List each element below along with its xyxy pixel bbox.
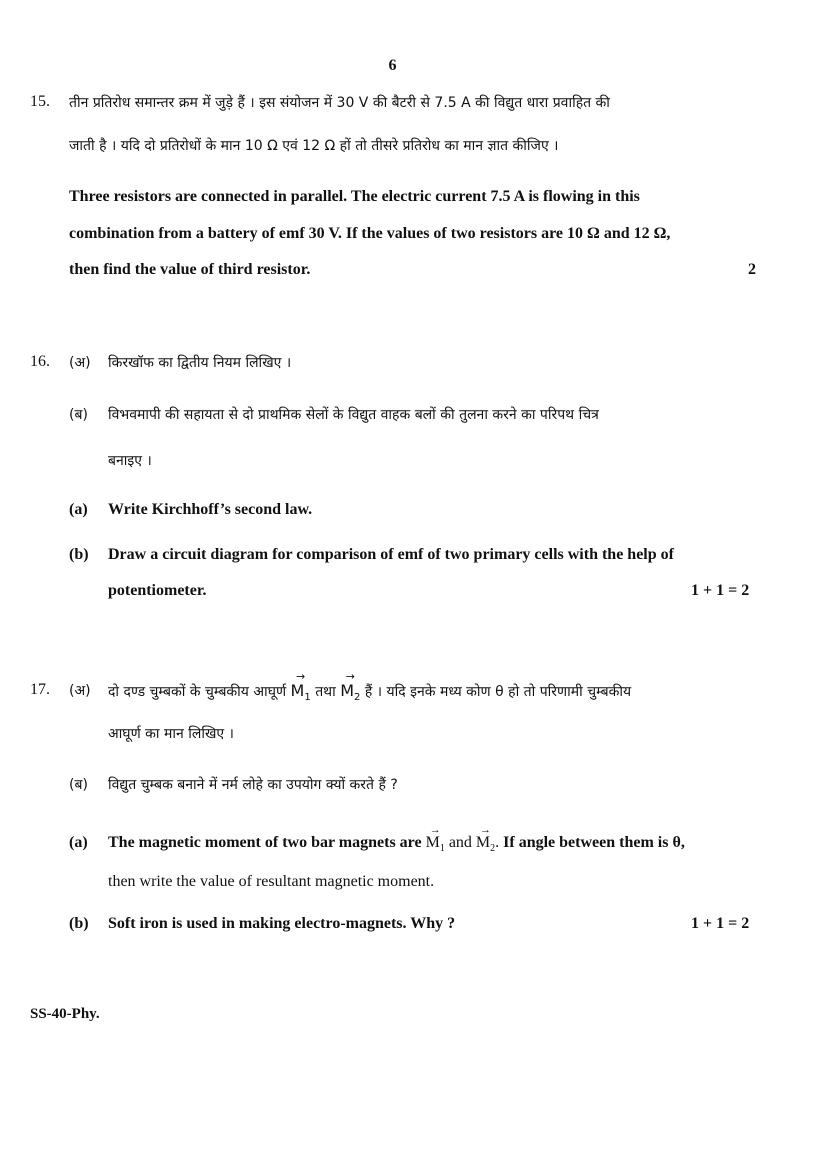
q17-english-a-if: If angle between them is θ,: [503, 834, 685, 851]
question-15-number: 15.: [30, 93, 50, 110]
q17-hindi-a-line-1: [108, 670, 632, 704]
q16-marks: 1 + 1 = 2: [691, 582, 750, 599]
q17-marks: 1 + 1 = 2: [691, 915, 750, 932]
q17-hindi-a-label: (अ): [69, 683, 91, 699]
q15-english-line-2: combination from a battery of emf 30 V. If the values of two resistors are 10 Ω and 12 Ω,: [69, 225, 671, 242]
q17-english-a-pre: The magnetic moment of two bar magnets are: [108, 834, 422, 851]
footer-paper-code: SS-40-Phy.: [30, 1006, 100, 1022]
q16-hindi-a-label: (अ): [69, 355, 91, 371]
q17-hindi-a-post: हैं । यदि इनके मध्य कोण θ हो तो परिणामी चुम्बकीय: [364, 684, 632, 700]
q16-hindi-a-text: किरखॉफ का द्वितीय नियम लिखिए ।: [108, 355, 292, 371]
vector-arrow-icon: →: [429, 824, 441, 836]
q17-hindi-b-label: (ब): [69, 777, 88, 793]
q15-english-line-1: Three resistors are connected in parallel. The electric current 7.5 A is flowing in this: [69, 188, 640, 205]
vector-arrow-icon: →: [480, 824, 492, 836]
q16-english-b-line-1: Draw a circuit diagram for comparison of emf of two primary cells with the help of: [108, 546, 674, 563]
vector-m2: → $M_2$: [475, 824, 496, 855]
q16-english-a-text: Write Kirchhoff’s second law.: [108, 501, 313, 518]
vector-m1: → $M_1$: [425, 824, 445, 855]
q17-english-b-label: (b): [69, 915, 89, 932]
q17-hindi-a-line-2: आघूर्ण का मान लिखिए ।: [108, 726, 234, 742]
q16-hindi-b-label: (ब): [69, 407, 88, 423]
q17-english-a-label: (a): [69, 834, 88, 851]
q16-hindi-b-line-1: विभवमापी की सहायता से दो प्राथमिक सेलों के विद्युत वाहक बलों की तुलना करने का परिपथ चित्र: [108, 407, 599, 423]
q16-english-b-line-2: potentiometer.: [108, 582, 207, 599]
question-16-number: 16.: [30, 353, 50, 370]
page-number: 6: [388, 57, 397, 74]
q15-hindi-line-1: तीन प्रतिरोध समान्तर क्रम में जुड़े हैं । इस संयोजन में 30 V की बैटरी से 7.5 A की विद्युत धारा प्रवाहित की: [69, 95, 610, 111]
q17-hindi-a-pre: दो दण्ड चुम्बकों के चुम्बकीय आघूर्ण: [108, 684, 287, 700]
q17-english-a-line-1: The magnetic moment of two bar magnets are → $M_1$ and → $M_2$. If angle between them is θ,: [108, 824, 685, 855]
q17-english-b-text: Soft iron is used in making electro-magnets. Why ?: [108, 915, 456, 932]
q15-english-line-3: then find the value of third resistor.: [69, 261, 311, 278]
vector-arrow-icon: →: [296, 670, 306, 683]
question-17-number: 17.: [30, 681, 50, 698]
q17-english-a-and: and: [448, 834, 472, 851]
q16-english-b-label: (b): [69, 546, 89, 563]
q17-english-a-line-2: then write the value of resultant magnetic moment.: [108, 873, 435, 890]
vector-arrow-icon: →: [345, 670, 355, 683]
q15-marks: 2: [748, 261, 756, 278]
q17-hindi-a-mid: तथा: [315, 684, 336, 700]
q16-english-a-label: (a): [69, 501, 88, 518]
q16-hindi-b-line-2: बनाइए ।: [108, 453, 152, 469]
vector-m2: → $M_2$: [340, 670, 361, 704]
q15-hindi-line-2: जाती है । यदि दो प्रतिरोधों के मान 10 Ω एवं 12 Ω हों तो तीसरे प्रतिरोध का मान ज्ञात कीजिए ।: [69, 138, 559, 154]
q17-hindi-b-text: विद्युत चुम्बक बनाने में नर्म लोहे का उपयोग क्यों करते हैं ?: [108, 777, 398, 793]
vector-m1: → $M_1$: [290, 670, 311, 704]
